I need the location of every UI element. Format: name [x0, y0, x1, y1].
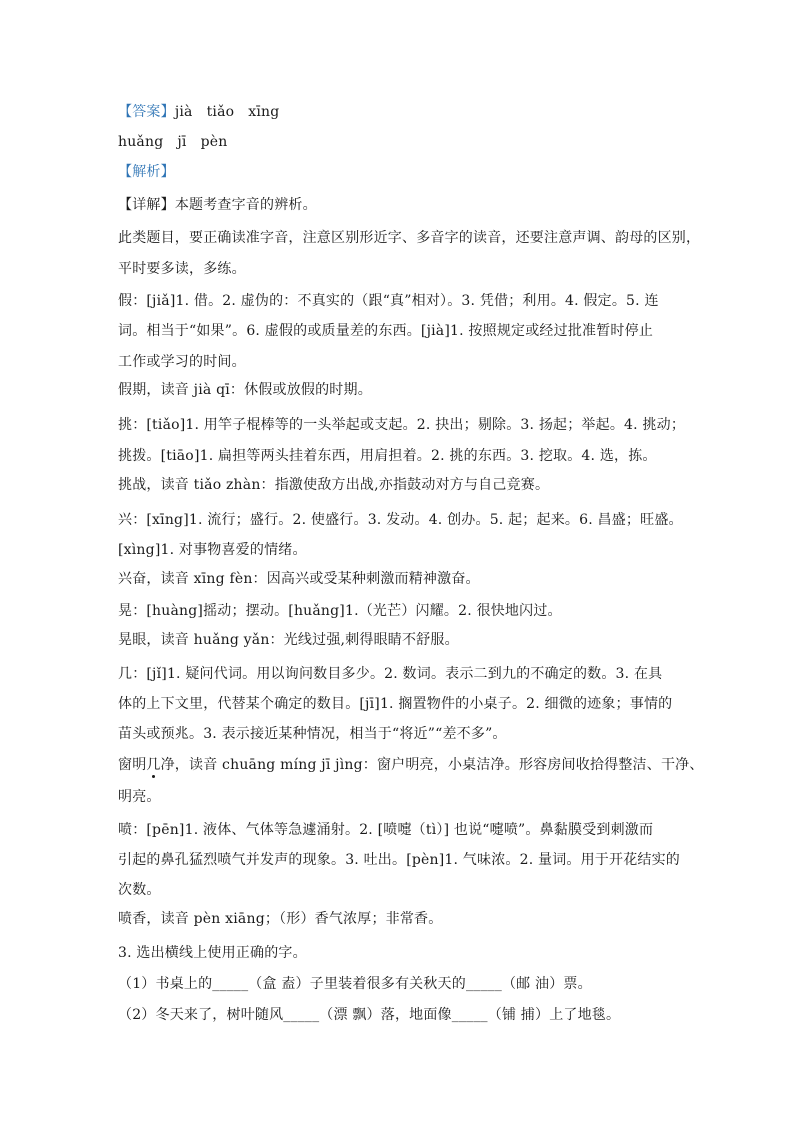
- answer-pinyin-pen: pèn: [200, 134, 228, 150]
- jia-definition-line: 词。相当于“如果”。6. 虚假的或质量差的东西。[jià]1. 按照规定或经过批准暂时停止: [118, 323, 654, 339]
- xing-definition-line: [xìng]1. 对事物喜爱的情绪。: [118, 542, 307, 558]
- tiao-word-line: 挑战，读音 tiǎo zhàn：指激使敌方出战,亦指鼓动对方与自己竞赛。: [118, 477, 550, 493]
- detail-line: [118, 195, 317, 215]
- huang-word-line: 晃眼，读音 huǎng yǎn：光线过强,刺得眼睛不舒服。: [118, 632, 459, 648]
- answer-line-2: [118, 132, 227, 152]
- tiao-definition-line: 挑：[tiǎo]1. 用竿子棍棒等的一头举起或支起。2. 抉出；剔除。3. 扬起；举起。4. 挑动；: [118, 417, 686, 433]
- huang-definition-line: 晃：[huàng]摇动；摆动。[huǎng]1.（光芒）闪耀。2. 很快地闪过。: [118, 603, 562, 619]
- jia-definition-line: 假：[jiǎ]1. 借。2. 虚伪的：不真实的（跟“真”相对）。3. 凭借；利用。4. 假定。5. 连: [118, 293, 659, 309]
- ji-word-line-cont: 明亮。: [118, 789, 161, 805]
- analysis-label: 【解析】: [118, 164, 175, 180]
- answer-label: 【答案】: [118, 104, 175, 120]
- answer-pinyin-huang: huǎng: [118, 134, 164, 150]
- xing-word-line: 兴奋，读音 xīng fèn：因高兴或受某种刺激而精神激奋。: [118, 571, 480, 587]
- answer-pinyin-ji: jī: [177, 134, 187, 150]
- ji-definition-line: 体的上下文里，代替某个确定的数目。[jī]1. 搁置物件的小桌子。2. 细微的迹象；事情的: [118, 696, 673, 712]
- xing-definition-line: 兴：[xīng]1. 流行；盛行。2. 使盛行。3. 发动。4. 创办。5. 起；起来。6. 昌盛；旺盛。: [118, 512, 683, 528]
- answer-pinyin-xing: xīng: [248, 104, 280, 120]
- pen-definition-line: 次数。: [118, 882, 161, 898]
- pen-word-line: 喷香，读音 pèn xiāng；（形）香气浓厚；非常香。: [118, 911, 443, 927]
- pen-definition-line: 喷：[pēn]1. 液体、气体等急遽涌射。2. [喷嚏（tì）] 也说“嚏喷”。鼻黏膜受到刺激而: [118, 822, 654, 838]
- pen-definition-line: 引起的鼻孔猛烈喷气并发声的现象。3. 吐出。[pèn]1. 气味浓。2. 量词。用于开花结实的: [118, 852, 681, 868]
- intro-line: 此类题目，要正确读准字音，注意区别形近字、多音字的读音，还要注意声调、韵母的区别，: [118, 230, 701, 246]
- answer-pinyin-tiao: tiǎo: [206, 104, 235, 120]
- question-title: 3. 选出横线上使用正确的字。: [118, 945, 307, 961]
- detail-label: 【详解】: [118, 197, 175, 213]
- ji-word-line: [118, 755, 704, 775]
- jia-word-line: 假期，读音 jià qī：休假或放假的时期。: [118, 382, 372, 398]
- tiao-definition-line: 挑拨。[tiāo]1. 扁担等两头挂着东西，用肩担着。2. 挑的东西。3. 挖取。4. 选，拣。: [118, 448, 657, 464]
- question-item: （2）冬天来了，树叶随风_____（漂 飘）落，地面像_____（铺 捕）上了地毯。: [118, 1007, 621, 1023]
- answer-line-1: [118, 102, 279, 122]
- ji-phrase-after: 净，读音 chuāng míng jī jìng：窗户明亮，小桌洁净。形容房间收拾得整洁、干净、: [160, 757, 704, 773]
- ji-definition-line: 几：[jǐ]1. 疑问代词。用以询问数目多少。2. 数词。表示二到九的不确定的数。3. 在具: [118, 666, 663, 682]
- ji-dotted-character: 几: [146, 757, 161, 773]
- detail-text: 本题考查字音的辨析。: [174, 197, 317, 213]
- answer-pinyin-jia: jià: [174, 104, 193, 120]
- jia-definition-line: 工作或学习的时间。: [118, 354, 246, 370]
- ji-definition-line: 苗头或预兆。3. 表示接近某种情况，相当于“将近”“差不多”。: [118, 726, 507, 742]
- intro-line: 平时要多读，多练。: [118, 261, 246, 277]
- ji-phrase-before: 窗明: [118, 757, 147, 773]
- question-item: （1）书桌上的_____（盒 盍）子里装着很多有关秋天的_____（邮 油）票。: [118, 976, 592, 992]
